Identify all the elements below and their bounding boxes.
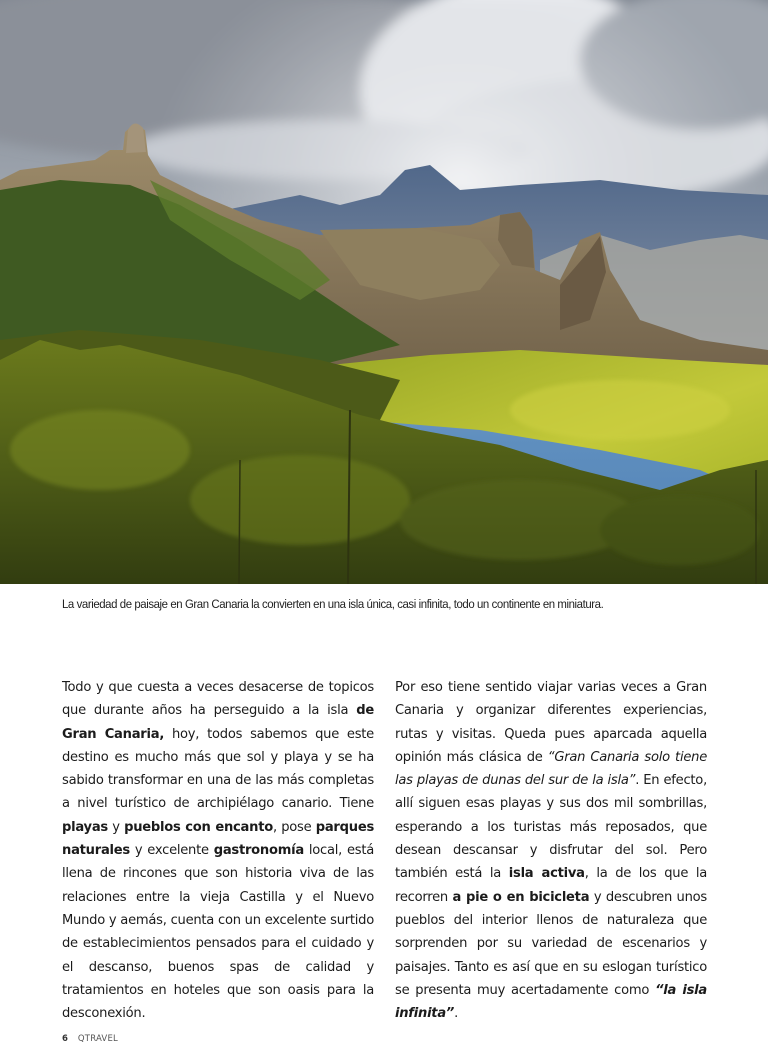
- text-run: Por eso tiene sentido viajar varias veces a Gran Canaria y organizar diferentes experiencias, rutas y visitas. Queda pues aparcada aquella opinión más clásica de: [395, 680, 707, 765]
- text-run-bold: de Gran Canaria,: [62, 703, 374, 742]
- text-run-bold: gastronomía: [213, 843, 304, 859]
- text-run-bold: parques naturales: [62, 819, 375, 859]
- text-run: y descubren unos pueblos del interior llenos de naturaleza que sorprenden por su variedad de escenarios y paisajes. Tanto es así que en su eslogan turístico se presenta muy acertadamente como: [395, 889, 707, 998]
- text-run-bold: a pie o en bicicleta: [452, 889, 590, 905]
- text-run: Todo y que cuesta a veces desacerse de topicos que durante años ha perseguido a la isla: [62, 680, 374, 719]
- article-column-left: [62, 676, 374, 1025]
- page-footer: [62, 1034, 118, 1044]
- text-run-italic: “Gran Canaria solo tiene las playas de dunas del sur de la isla”: [395, 749, 707, 789]
- text-run: .: [454, 1006, 459, 1022]
- page-number: 6: [62, 1034, 68, 1044]
- text-run-bold-italic: “la isla infinita”: [395, 982, 708, 1022]
- text-run-bold: pueblos con encanto: [124, 819, 273, 835]
- text-run: local, está llena de rincones que son historia viva de las relaciones entre la vieja Castilla y el Nuevo Mundo y aemás, cuenta con un excelente surtido de establecimientos pensados para el cuidado y el descanso, buenos spas de calidad y tratamientos en hoteles que son oasis para la desconexión.: [62, 843, 374, 1022]
- text-run-bold: playas: [62, 819, 108, 835]
- text-run: y excelente: [129, 843, 214, 859]
- article-column-right: [395, 676, 707, 1025]
- photo-caption: La variedad de paisaje en Gran Canaria la convierten en una isla única, casi infinita, todo un continente en miniatura.: [62, 597, 604, 611]
- text-run: . En efecto, allí siguen esas playas y sus dos mil sombrillas, esperando a los turistas más reposados, que desean descansar y disfrutar del sol. Pero también está la: [395, 773, 707, 882]
- text-run: y: [107, 819, 125, 835]
- text-run: hoy, todos sabemos que este destino es mucho más que sol y playa y se ha sabido transformar en una de las más completas a nivel turístico de archipiélago canario. Tiene: [62, 726, 374, 812]
- magazine-brand: QTRAVEL: [77, 1034, 118, 1044]
- text-run: , pose: [272, 819, 316, 835]
- text-run: , la de los que la recorren: [395, 866, 707, 905]
- text-run-bold: isla activa: [508, 866, 585, 882]
